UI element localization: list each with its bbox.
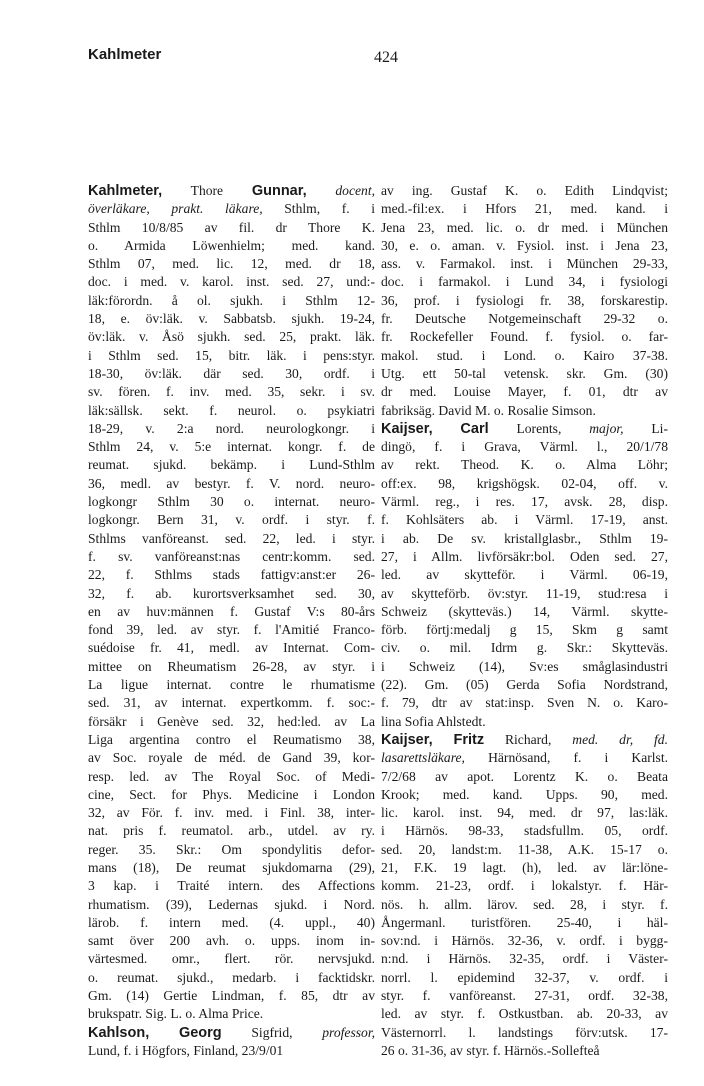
text-line <box>88 365 375 383</box>
text-segment: 30, e. o. aman. v. Fysiol. inst. i Jena 23, <box>381 237 668 253</box>
text-line <box>381 658 668 676</box>
text-segment: (22). Gm. (05) Gerda Sofia Nordstrand, <box>381 677 668 693</box>
text-line <box>381 273 668 291</box>
text-line <box>88 603 375 621</box>
text-line <box>88 511 375 529</box>
italic-title: lasarettsläkare, <box>381 750 465 766</box>
text-line <box>381 1042 668 1060</box>
text-line <box>381 969 668 987</box>
text-line <box>381 511 668 529</box>
text-line <box>88 804 375 822</box>
text-segment: Thore <box>162 183 252 198</box>
text-segment: n:nd. i Härnös. 32-35, ordf. i Väster- <box>381 951 668 967</box>
text-line <box>381 420 668 438</box>
text-line <box>381 713 668 731</box>
text-segment: Sthlm 24, v. 5:e internat. kongr. f. de <box>88 439 375 455</box>
text-segment: 7/2/68 av apot. Lorentz K. o. Beata <box>381 768 668 784</box>
text-segment: försäkr i Genève sed. 32, hed:led. av La <box>88 713 375 729</box>
text-line <box>88 621 375 639</box>
text-segment: Lorents, <box>488 420 590 436</box>
text-segment: i ab. De sv. kristallglasbr., Sthlm 19- <box>381 530 668 546</box>
text-line <box>381 768 668 786</box>
text-segment: fr. Rockefeller Found. f. fysiol. o. far- <box>381 329 668 345</box>
text-line <box>381 950 668 968</box>
text-line <box>88 548 375 566</box>
text-segment: f. sv. vanföreanst:nas centr:komm. sed. <box>88 548 375 564</box>
text-segment: sed. 31, av internat. expertkomm. f. soc:- <box>88 695 375 711</box>
text-segment: öv:läk. v. Åsö sjukh. sed. 25, prakt. läk. <box>88 329 375 345</box>
text-line <box>381 292 668 310</box>
text-line <box>88 822 375 840</box>
italic-title: major, <box>589 420 624 436</box>
text-segment: o. Armida Löwenhielm; med. kand. <box>88 237 375 253</box>
text-line <box>381 749 668 767</box>
text-line <box>381 438 668 456</box>
text-segment: Gm. (14) Gertie Lindman, f. 85, dtr av <box>88 988 375 1004</box>
text-segment: 22, f. Sthlms stads fattigv:anst:er 26- <box>88 567 375 583</box>
text-segment: av rekt. Theod. K. o. Alma Löhr; <box>381 457 668 473</box>
text-line <box>381 237 668 255</box>
text-line <box>88 914 375 932</box>
text-segment: Sthlm, f. i <box>262 201 375 217</box>
text-segment: Sigfrid, <box>221 1024 323 1040</box>
text-segment: läk:sällsk. sekt. f. neurol. o. psykiatri <box>88 402 375 418</box>
text-segment: led. av skytteför. i Värml. 06-19, <box>381 567 668 583</box>
text-segment: La ligue internat. contre le rhumatisme <box>88 677 375 693</box>
italic-title: docent, <box>335 183 375 198</box>
text-line <box>381 566 668 584</box>
text-segment: av Soc. royale de méd. de Gand 39, kor- <box>88 750 375 766</box>
text-line <box>88 731 375 749</box>
text-segment: logkongr. Bern 31, v. ordf. i styr. f. <box>88 512 375 528</box>
text-segment: off:ex. 98, krigshögsk. 02-04, off. v. <box>381 475 668 491</box>
text-segment: Sthlms vanföreanst. sed. 22, led. i styr. <box>88 530 375 546</box>
text-line <box>88 200 375 218</box>
text-segment: lärob. f. intern med. (4. uppl., 40) <box>88 914 375 930</box>
text-segment: 32, f. ab. kurortsverksamhet sed. 30, <box>88 585 375 601</box>
text-line <box>88 530 375 548</box>
text-line <box>381 841 668 859</box>
entry-given-name: Carl <box>460 420 489 437</box>
text-segment: lic. karol. inst. 94, med. dr 97, las:läk. <box>381 805 668 821</box>
text-line <box>88 182 375 200</box>
text-line <box>381 621 668 639</box>
text-segment: Krook; med. kand. Upps. 90, med. <box>381 786 668 802</box>
text-line <box>88 420 375 438</box>
text-line <box>88 383 375 401</box>
text-segment: cine, Sect. for Phys. Medicine i London <box>88 786 375 802</box>
text-line <box>88 328 375 346</box>
text-segment: f. Kohlsäters ab. i Värml. 17-19, anst. <box>381 512 668 528</box>
text-segment: styr. f. vanföreanst. 27-31, ordf. 32-38, <box>381 988 668 1004</box>
text-line <box>88 987 375 1005</box>
entry-surname: Kaijser, <box>381 420 433 437</box>
text-segment: en av huv:männen f. Gustaf V:s 80-års <box>88 603 375 619</box>
text-line <box>381 548 668 566</box>
text-line <box>381 804 668 822</box>
text-segment: dr med. Louise Mayer, f. 01, dtr av <box>381 384 668 400</box>
text-segment: led. av styr. f. Ostkustban. ab. 20-33, av <box>381 1006 668 1022</box>
text-line <box>381 219 668 237</box>
text-segment: 18-30, öv:läk. där sed. 30, ordf. i <box>88 365 375 381</box>
text-line <box>381 822 668 840</box>
text-line <box>381 347 668 365</box>
text-line <box>381 182 668 200</box>
text-line <box>88 713 375 731</box>
text-segment: Västernorrl. l. landstings förv:utsk. 17- <box>381 1024 668 1040</box>
running-head: Kahlmeter <box>88 46 162 63</box>
text-segment: lina Sofia Ahlstedt. <box>381 713 486 729</box>
text-segment: logkongr Sthlm 30 o. internat. neuro- <box>88 494 375 510</box>
italic-title: med. dr, fd. <box>572 731 668 747</box>
text-line <box>88 347 375 365</box>
text-segment: sov:nd. i Härnös. 32-36, v. ordf. i bygg- <box>381 933 668 949</box>
entry-given-name: Fritz <box>453 731 485 748</box>
text-line <box>88 841 375 859</box>
text-segment: samt över 200 avh. o. upps. inom in- <box>88 933 375 949</box>
text-line <box>381 456 668 474</box>
text-line <box>88 1024 375 1042</box>
text-segment: sv. fören. f. inv. med. 35, sekr. i sv. <box>88 384 375 400</box>
text-line <box>88 658 375 676</box>
text-segment: doc. i med. v. karol. inst. sed. 27, und:- <box>88 274 375 290</box>
text-line <box>88 676 375 694</box>
text-line <box>88 310 375 328</box>
text-segment: med.-fil:ex. i Hfors 21, med. kand. i <box>381 201 668 217</box>
text-line <box>88 639 375 657</box>
text-segment: sed. 20, landst:m. 11-38, A.K. 15-17 o. <box>381 841 668 857</box>
text-segment: reumat. sjukd. bekämp. i Lund-Sthlm <box>88 457 375 473</box>
text-line <box>88 292 375 310</box>
text-segment: Utg. ett 50-tal vetensk. skr. Gm. (30) <box>381 365 668 381</box>
text-line <box>88 493 375 511</box>
text-segment: rhumatism. (39), Ledernas sjukd. i Nord. <box>88 896 375 912</box>
text-segment: fabriksäg. David M. o. Rosalie Simson. <box>381 402 596 418</box>
text-line <box>88 438 375 456</box>
text-segment: Liga argentina contro el Reumatismo 38, <box>88 731 375 747</box>
text-line <box>381 694 668 712</box>
text-segment: Lund, f. i Högfors, Finland, 23/9/01 <box>88 1042 284 1058</box>
text-line <box>88 219 375 237</box>
text-line <box>381 603 668 621</box>
text-segment: Schweiz (skytteväs.) 14, Värml. skytte- <box>381 603 668 619</box>
text-line <box>88 1005 375 1023</box>
text-segment: nat. pris f. reumatol. arb., utdel. av ry. <box>88 823 375 839</box>
text-segment: norrl. l. epidemind 32-37, v. ordf. i <box>381 969 668 985</box>
text-segment: civ. o. mil. Idrm g. Skr.: Skytteväs. <box>381 640 668 656</box>
text-segment: o. reumat. sjukd., medarb. i facktidskr. <box>88 969 375 985</box>
text-segment: i Härnös. 98-33, stadsfullm. 05, ordf. <box>381 823 668 839</box>
text-segment: nös. h. allm. lärov. sed. 28, i styr. f. <box>381 896 668 912</box>
text-segment: Sthlm 07, med. lic. 12, med. dr 18, <box>88 256 375 272</box>
text-segment: resp. led. av The Royal Soc. of Medi- <box>88 768 375 784</box>
text-segment <box>433 421 461 436</box>
text-line <box>381 639 668 657</box>
text-line <box>381 1024 668 1042</box>
text-segment: f. 79, dtr av stat:insp. Sven N. o. Karo- <box>381 695 668 711</box>
text-line <box>88 694 375 712</box>
text-segment <box>307 183 336 198</box>
text-line <box>88 768 375 786</box>
entry-surname: Kahlson, <box>88 1024 150 1041</box>
text-line <box>88 585 375 603</box>
text-line <box>88 456 375 474</box>
text-segment: 32, av För. f. inv. med. i Finl. 38, inter- <box>88 805 375 821</box>
italic-title: professor, <box>322 1024 375 1040</box>
text-segment: fr. Deutsche Notgemeinschaft 29-32 o. <box>381 311 668 327</box>
text-line <box>381 585 668 603</box>
text-line <box>381 310 668 328</box>
text-segment: mans (18), De reumat sjukdomarna (29), <box>88 859 375 875</box>
right-column <box>381 182 668 1060</box>
text-segment <box>149 1025 179 1040</box>
text-line <box>88 1042 375 1060</box>
text-line <box>381 987 668 1005</box>
page-header <box>88 46 648 70</box>
text-segment: 18, e. öv:läk. v. Sabbatsb. sjukh. 19-24, <box>88 311 375 327</box>
text-segment: Li- <box>623 420 668 436</box>
text-segment: i Schweiz (14), Sv:es småglasindustri <box>381 658 668 674</box>
text-segment: av ing. Gustaf K. o. Edith Lindqvist; <box>381 183 668 198</box>
text-segment: Sthlm 10/8/85 av fil. dr Thore K. <box>88 219 375 235</box>
text-segment: fond 39, led. av styr. f. l'Amitié Franco- <box>88 622 375 638</box>
text-segment: 36, prof. i fysiologi fr. 38, forskarestip. <box>381 292 668 308</box>
text-line <box>88 273 375 291</box>
text-line <box>88 255 375 273</box>
text-line <box>88 932 375 950</box>
text-segment: värtesmed. omr., flert. rör. nervsjukd. <box>88 951 375 967</box>
text-line <box>88 877 375 895</box>
text-line <box>381 786 668 804</box>
text-line <box>381 402 668 420</box>
text-line <box>381 676 668 694</box>
text-line <box>381 896 668 914</box>
text-segment: 27, i Allm. livförsäkr:bol. Oden sed. 27, <box>381 548 668 564</box>
text-segment: doc. i farmakol. i Lund 34, i fysiologi <box>381 274 668 290</box>
text-line <box>381 328 668 346</box>
entry-given-name: Gunnar, <box>251 183 307 199</box>
left-column <box>88 182 375 1060</box>
text-line <box>88 859 375 877</box>
text-line <box>88 566 375 584</box>
text-segment: Richard, <box>484 731 573 747</box>
text-segment: 36, medl. av bestyr. f. V. nord. neuro- <box>88 475 375 491</box>
text-segment: Härnösand, f. i Karlst. <box>464 750 668 766</box>
text-line <box>381 877 668 895</box>
text-segment: 26 o. 31-36, av styr. f. Härnös.-Sollefteå <box>381 1042 600 1058</box>
text-line <box>88 950 375 968</box>
text-line <box>381 475 668 493</box>
text-segment: i Sthlm sed. 15, bitr. läk. i pens:styr. <box>88 347 375 363</box>
text-segment: dingö, f. i Grava, Värml. l., 20/1/78 <box>381 439 668 455</box>
text-segment: förb. förtj:medalj g 15, Skm g samt <box>381 622 668 638</box>
entry-surname: Kaijser, <box>381 731 433 748</box>
text-segment <box>433 732 454 747</box>
text-segment: av skytteförb. öv:styr. 11-19, stud:resa i <box>381 585 668 601</box>
text-segment: Jena 23, med. lic. o. dr med. i München <box>381 219 668 235</box>
text-segment: brukspatr. Sig. L. o. Alma Price. <box>88 1006 264 1022</box>
text-line <box>381 200 668 218</box>
text-line <box>381 383 668 401</box>
text-line <box>381 365 668 383</box>
text-segment: mittee on Rheumatism 26-28, av styr. i <box>88 658 375 674</box>
text-line <box>88 402 375 420</box>
text-line <box>381 493 668 511</box>
text-segment: 3 kap. i Traité intern. des Affections <box>88 878 375 894</box>
text-line <box>381 914 668 932</box>
text-line <box>88 969 375 987</box>
text-line <box>381 255 668 273</box>
text-segment: 21, F.K. 19 lagt. (h), led. av lär:löne- <box>381 859 668 875</box>
text-segment: läk:förordn. å ol. sjukh. i Sthlm 12- <box>88 292 375 308</box>
text-segment: 18-29, v. 2:a nord. neurologkongr. i <box>88 420 375 436</box>
text-segment: ass. v. Farmakol. inst. i München 29-33, <box>381 256 668 272</box>
text-segment: reger. 35. Skr.: Om spondylitis defor- <box>88 841 375 857</box>
text-line <box>88 786 375 804</box>
text-line <box>381 1005 668 1023</box>
text-line <box>88 475 375 493</box>
text-segment: Värml. reg., i res. 17, avsk. 28, disp. <box>381 494 668 510</box>
text-line <box>88 237 375 255</box>
text-line <box>88 749 375 767</box>
text-line <box>381 859 668 877</box>
text-segment: suédoise fr. 41, medl. av Internat. Com- <box>88 640 375 656</box>
text-line <box>381 731 668 749</box>
text-segment: makol. stud. i Lond. o. Kairo 37-38. <box>381 347 668 363</box>
text-line <box>381 530 668 548</box>
text-segment: komm. 21-23, ordf. i lokalstyr. f. Här- <box>381 878 668 894</box>
text-segment: Ångermanl. turistfören. 25-40, i häl- <box>381 914 668 930</box>
text-line <box>88 896 375 914</box>
text-line <box>381 932 668 950</box>
entry-surname: Kahlmeter, <box>88 183 163 199</box>
italic-title: överläkare, prakt. läkare, <box>88 201 263 217</box>
entry-given-name: Georg <box>178 1024 222 1041</box>
page-number: 424 <box>374 49 398 66</box>
